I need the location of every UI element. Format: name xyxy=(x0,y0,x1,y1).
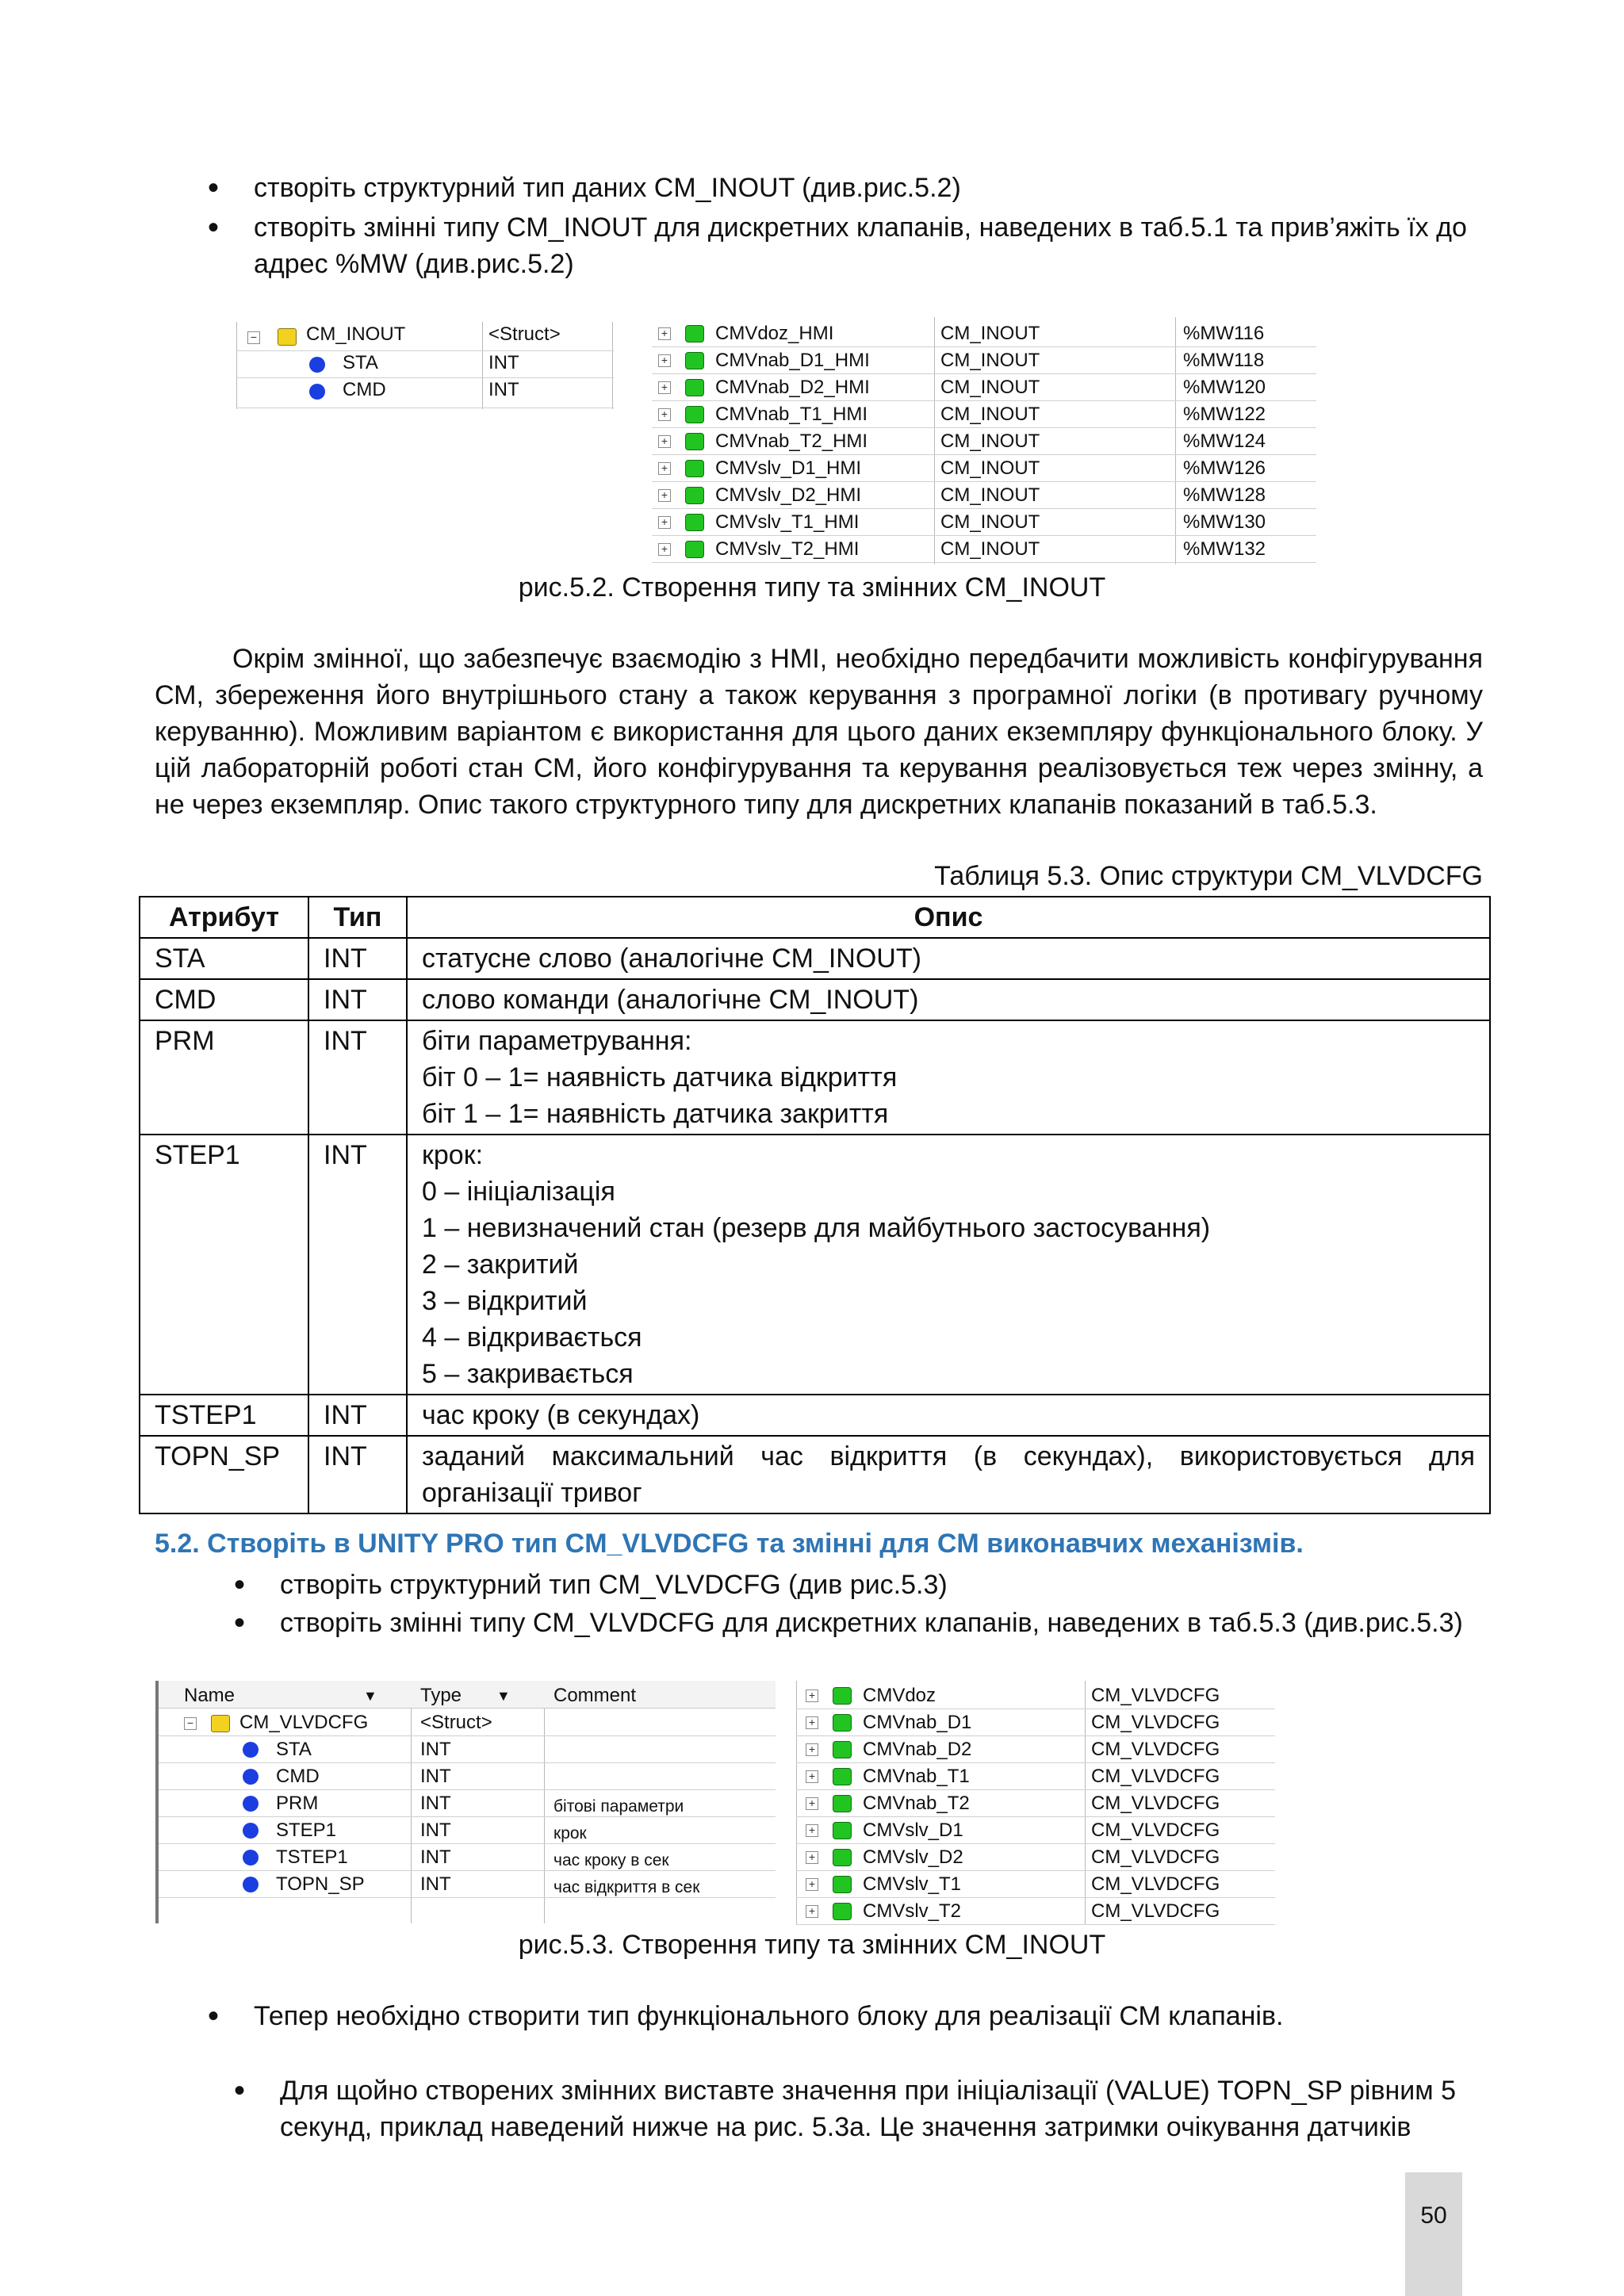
variable-icon xyxy=(685,379,704,396)
variable-icon xyxy=(833,1687,852,1705)
struct-cm-inout-screenshot xyxy=(236,322,614,409)
field-icon xyxy=(243,1796,259,1812)
expand-icon[interactable]: + xyxy=(806,1824,818,1837)
row-separator xyxy=(159,1870,776,1871)
variable-name: CMVnab_D1 xyxy=(863,1712,972,1733)
variable-icon xyxy=(833,1849,852,1866)
expand-icon[interactable]: + xyxy=(658,489,671,502)
struct-type: <Struct> xyxy=(488,323,561,345)
variables-cm-inout-screenshot xyxy=(652,317,1316,564)
type-cell: INT xyxy=(308,1395,407,1436)
column-header: Опис xyxy=(407,897,1490,938)
variable-icon xyxy=(685,406,704,423)
variable-address: %MW132 xyxy=(1183,538,1266,560)
variable-icon xyxy=(685,514,704,531)
description-cell xyxy=(407,1020,1490,1135)
field-name: STA xyxy=(343,352,378,373)
variable-type: CM_VLVDCFG xyxy=(1091,1739,1220,1760)
expand-icon[interactable]: + xyxy=(806,1689,818,1702)
field-comment: крок xyxy=(553,1824,587,1843)
expand-icon[interactable]: + xyxy=(806,1770,818,1783)
variables-cm-vlvdcfg-screenshot xyxy=(796,1681,1275,1925)
variable-icon xyxy=(833,1714,852,1732)
field-icon xyxy=(243,1823,259,1839)
field-icon xyxy=(243,1850,259,1866)
table-row xyxy=(140,1436,1490,1513)
expand-icon[interactable]: + xyxy=(658,462,671,475)
variable-icon xyxy=(833,1741,852,1758)
description-line: статусне слово (аналогічне CM_INOUT) xyxy=(422,943,921,974)
variable-type: CM_INOUT xyxy=(940,377,1040,398)
field-icon xyxy=(243,1742,259,1758)
expand-icon[interactable]: + xyxy=(658,543,671,556)
attribute-cell: TOPN_SP xyxy=(140,1436,308,1513)
variable-address: %MW116 xyxy=(1183,323,1265,344)
type-cell: INT xyxy=(308,979,407,1020)
variable-type: CM_VLVDCFG xyxy=(1091,1820,1220,1841)
variable-name: CMVslv_T1_HMI xyxy=(715,511,860,533)
column-header: Атрибут xyxy=(140,897,308,938)
field-type: INT xyxy=(420,1820,451,1841)
variable-name: CMVnab_D1_HMI xyxy=(715,350,870,371)
variable-name: CMVdoz xyxy=(863,1685,936,1706)
variable-icon xyxy=(685,352,704,369)
section-bullet-list xyxy=(234,1567,1503,1641)
after-bullet-list-2 xyxy=(234,2072,1471,2145)
sort-dropdown-icon[interactable]: ▼ xyxy=(496,1688,511,1704)
expand-icon[interactable]: + xyxy=(658,354,671,367)
bullet-item: • створіть змінні типу CM_INOUT для дискретних клапанів, наведених в таб.5.1 та прив’яжіть їх до адрес %MW (див.рис.5.2) xyxy=(208,209,1477,282)
field-comment: час кроку в сек xyxy=(553,1851,669,1869)
row-separator xyxy=(159,1843,776,1844)
table-row xyxy=(140,979,1490,1020)
variable-type: CM_VLVDCFG xyxy=(1091,1712,1220,1733)
variable-name: CMVslv_D1 xyxy=(863,1820,963,1841)
description-line: заданий максимальний час відкриття (в секундах), використовується для організації тривог xyxy=(422,1441,1475,1508)
section-heading: 5.2. Створіть в UNITY PRO тип CM_VLVDCFG та змінні для CM виконавчих механізмів. xyxy=(155,1529,1304,1559)
field-name: TOPN_SP xyxy=(276,1873,365,1895)
type-cell: INT xyxy=(308,938,407,979)
column-header-comment[interactable]: Comment xyxy=(553,1685,637,1706)
collapse-icon[interactable]: − xyxy=(247,331,260,344)
variable-name: CMVslv_D2_HMI xyxy=(715,484,862,506)
field-name: TSTEP1 xyxy=(276,1846,348,1868)
type-cell: INT xyxy=(308,1135,407,1395)
row-separator xyxy=(796,1924,1275,1925)
variable-address: %MW128 xyxy=(1183,484,1266,506)
variable-icon xyxy=(685,487,704,504)
variable-type: CM_VLVDCFG xyxy=(1091,1685,1220,1706)
variable-type: CM_INOUT xyxy=(940,538,1040,560)
field-name: STEP1 xyxy=(276,1820,337,1841)
column-header: Тип xyxy=(308,897,407,938)
variable-name: CMVslv_T2 xyxy=(863,1900,962,1922)
variable-type: CM_VLVDCFG xyxy=(1091,1900,1220,1922)
type-cell: INT xyxy=(308,1436,407,1513)
variable-icon xyxy=(833,1768,852,1785)
field-type: INT xyxy=(488,352,519,373)
variable-type: CM_INOUT xyxy=(940,404,1040,425)
variable-name: CMVnab_T2 xyxy=(863,1793,970,1814)
column-header-name[interactable]: Name xyxy=(184,1685,236,1706)
variable-type: CM_INOUT xyxy=(940,350,1040,371)
struct-icon xyxy=(211,1715,230,1732)
structure-description-table xyxy=(139,896,1491,1514)
description-line: біти параметрування: xyxy=(422,1026,692,1056)
field-name: CMD xyxy=(276,1766,320,1787)
variable-address: %MW126 xyxy=(1183,457,1266,479)
variable-name: CMVnab_D2_HMI xyxy=(715,377,870,398)
attribute-cell: CMD xyxy=(140,979,308,1020)
intro-bullet-list xyxy=(208,170,1477,282)
struct-name: CM_INOUT xyxy=(306,323,406,345)
struct-type: <Struct> xyxy=(420,1712,492,1733)
description-line: крок: xyxy=(422,1140,484,1170)
description-cell xyxy=(407,1395,1490,1436)
column-header-type[interactable]: Type xyxy=(420,1685,462,1706)
variable-name: CMVslv_T2_HMI xyxy=(715,538,860,560)
page-number: 50 xyxy=(1405,2172,1462,2296)
row-separator xyxy=(159,1762,776,1763)
variable-type: CM_VLVDCFG xyxy=(1091,1873,1220,1895)
table-row xyxy=(140,938,1490,979)
field-name: PRM xyxy=(276,1793,319,1814)
description-cell xyxy=(407,938,1490,979)
variable-address: %MW118 xyxy=(1183,350,1265,371)
expand-icon[interactable]: + xyxy=(658,435,671,448)
field-type: INT xyxy=(420,1739,451,1760)
sort-dropdown-icon[interactable]: ▼ xyxy=(363,1688,377,1704)
bullet-item: • створіть структурний тип даних CM_INOUT (див.рис.5.2) xyxy=(208,170,1477,206)
description-cell xyxy=(407,979,1490,1020)
description-line: слово команди (аналогічне CM_INOUT) xyxy=(422,985,919,1015)
expand-icon[interactable]: + xyxy=(658,381,671,394)
expand-icon[interactable]: + xyxy=(806,1905,818,1918)
field-comment: час відкриття в сек xyxy=(553,1878,700,1896)
variable-type: CM_VLVDCFG xyxy=(1091,1846,1220,1868)
attribute-cell: STEP1 xyxy=(140,1135,308,1395)
field-name: CMD xyxy=(343,379,386,400)
bullet-item: • створіть структурний тип CM_VLVDCFG (див рис.5.3) xyxy=(234,1567,1503,1603)
variable-type: CM_INOUT xyxy=(940,484,1040,506)
expand-icon[interactable]: + xyxy=(658,327,671,340)
attribute-cell: PRM xyxy=(140,1020,308,1135)
field-icon xyxy=(243,1769,259,1785)
variable-address: %MW130 xyxy=(1183,511,1266,533)
field-icon xyxy=(309,384,325,400)
expand-icon[interactable]: + xyxy=(806,1743,818,1756)
expand-icon[interactable]: + xyxy=(658,408,671,421)
description-line: 3 – відкритий xyxy=(422,1286,588,1316)
field-type: INT xyxy=(420,1873,451,1895)
field-icon xyxy=(309,357,325,373)
variable-type: CM_VLVDCFG xyxy=(1091,1793,1220,1814)
field-type: INT xyxy=(420,1846,451,1868)
row-separator xyxy=(159,1735,776,1736)
attribute-cell: TSTEP1 xyxy=(140,1395,308,1436)
after-bullet-list-1 xyxy=(208,1998,1477,2034)
description-line: 0 – ініціалізація xyxy=(422,1177,615,1207)
variable-name: CMVnab_T1_HMI xyxy=(715,404,868,425)
description-line: час кроку (в секундах) xyxy=(422,1400,700,1430)
struct-name: CM_VLVDCFG xyxy=(239,1712,369,1733)
variable-address: %MW120 xyxy=(1183,377,1266,398)
field-type: INT xyxy=(420,1793,451,1814)
variable-name: CMVslv_T1 xyxy=(863,1873,962,1895)
variable-icon xyxy=(833,1876,852,1893)
table-header-row xyxy=(140,897,1490,938)
variable-type: CM_INOUT xyxy=(940,323,1040,344)
table-row xyxy=(140,1135,1490,1395)
attribute-cell: STA xyxy=(140,938,308,979)
figure-caption: рис.5.3. Створення типу та змінних CM_INOUT xyxy=(518,1930,1106,1960)
variable-icon xyxy=(685,541,704,558)
description-line: 2 – закритий xyxy=(422,1249,579,1280)
expand-icon[interactable]: + xyxy=(806,1716,818,1729)
bullet-item: • Для щойно створених змінних виставте значення при ініціалізації (VALUE) TOPN_SP рівним 5 секунд, приклад наведений нижче на рис. 5.3а. Це значення затримки очікування датчиків xyxy=(234,2072,1471,2145)
row-separator xyxy=(652,562,1316,563)
description-line: біт 1 – 1= наявність датчика закриття xyxy=(422,1099,889,1129)
row-separator xyxy=(159,1816,776,1817)
variable-icon xyxy=(685,433,704,450)
variable-address: %MW122 xyxy=(1183,404,1266,425)
variable-icon xyxy=(833,1795,852,1812)
variable-icon xyxy=(685,325,704,342)
row-separator xyxy=(159,1897,776,1898)
expand-icon[interactable]: + xyxy=(806,1797,818,1810)
struct-icon xyxy=(278,328,297,346)
variable-name: CMVnab_T1 xyxy=(863,1766,970,1787)
field-name: STA xyxy=(276,1739,312,1760)
field-type: INT xyxy=(488,379,519,400)
table-caption: Таблиця 5.3. Опис структури CM_VLVDCFG xyxy=(934,861,1483,891)
description-line: 5 – закривається xyxy=(422,1359,634,1389)
variable-name: CMVdoz_HMI xyxy=(715,323,834,344)
expand-icon[interactable]: + xyxy=(806,1851,818,1864)
variable-name: CMVnab_T2_HMI xyxy=(715,430,868,452)
row-separator xyxy=(159,1789,776,1790)
field-type: INT xyxy=(420,1766,451,1787)
description-cell xyxy=(407,1135,1490,1395)
table-row xyxy=(140,1020,1490,1135)
bullet-item: • Тепер необхідно створити тип функціонального блоку для реалізації СМ клапанів. xyxy=(208,1998,1477,2034)
collapse-icon[interactable]: − xyxy=(184,1717,197,1730)
type-cell: INT xyxy=(308,1020,407,1135)
struct-cm-vlvdcfg-screenshot xyxy=(155,1681,776,1923)
field-comment: бітові параметри xyxy=(553,1797,684,1816)
expand-icon[interactable]: + xyxy=(658,516,671,529)
figure-caption: рис.5.2. Створення типу та змінних CM_INOUT xyxy=(518,572,1106,603)
body-paragraph: Окрім змінної, що забезпечує взаємодію з HMI, необхідно передбачити можливість конфігурування СМ, збереження його внутрішнього стану а також керування з програмної логіки (в противагу ручному керуванню). Можливим варіантом є використання для цього даних екземпляру функціонального блоку. У цій лабораторній роботі стан СМ, його конфігурування та керування реалізовується теж через змінну, а не через екземпляр. Опис такого структурного типу для дискретних клапанів показаний в таб.5.3. xyxy=(155,644,1483,820)
table-row xyxy=(140,1395,1490,1436)
variable-name: CMVslv_D1_HMI xyxy=(715,457,862,479)
variable-type: CM_VLVDCFG xyxy=(1091,1766,1220,1787)
description-line: 1 – невизначений стан (резерв для майбутнього застосування) xyxy=(422,1213,1211,1243)
field-icon xyxy=(243,1877,259,1892)
description-line: біт 0 – 1= наявність датчика відкриття xyxy=(422,1062,898,1093)
expand-icon[interactable]: + xyxy=(806,1878,818,1891)
variable-icon xyxy=(833,1903,852,1920)
variable-name: CMVnab_D2 xyxy=(863,1739,972,1760)
variable-type: CM_INOUT xyxy=(940,457,1040,479)
variable-icon xyxy=(685,460,704,477)
description-cell xyxy=(407,1436,1490,1513)
variable-type: CM_INOUT xyxy=(940,511,1040,533)
variable-type: CM_INOUT xyxy=(940,430,1040,452)
bullet-item: • створіть змінні типу CM_VLVDCFG для дискретних клапанів, наведених в таб.5.3 (див.рис.5.3) xyxy=(234,1605,1503,1641)
variable-address: %MW124 xyxy=(1183,430,1266,452)
variable-name: CMVslv_D2 xyxy=(863,1846,963,1868)
description-line: 4 – відкривається xyxy=(422,1322,642,1353)
variable-icon xyxy=(833,1822,852,1839)
